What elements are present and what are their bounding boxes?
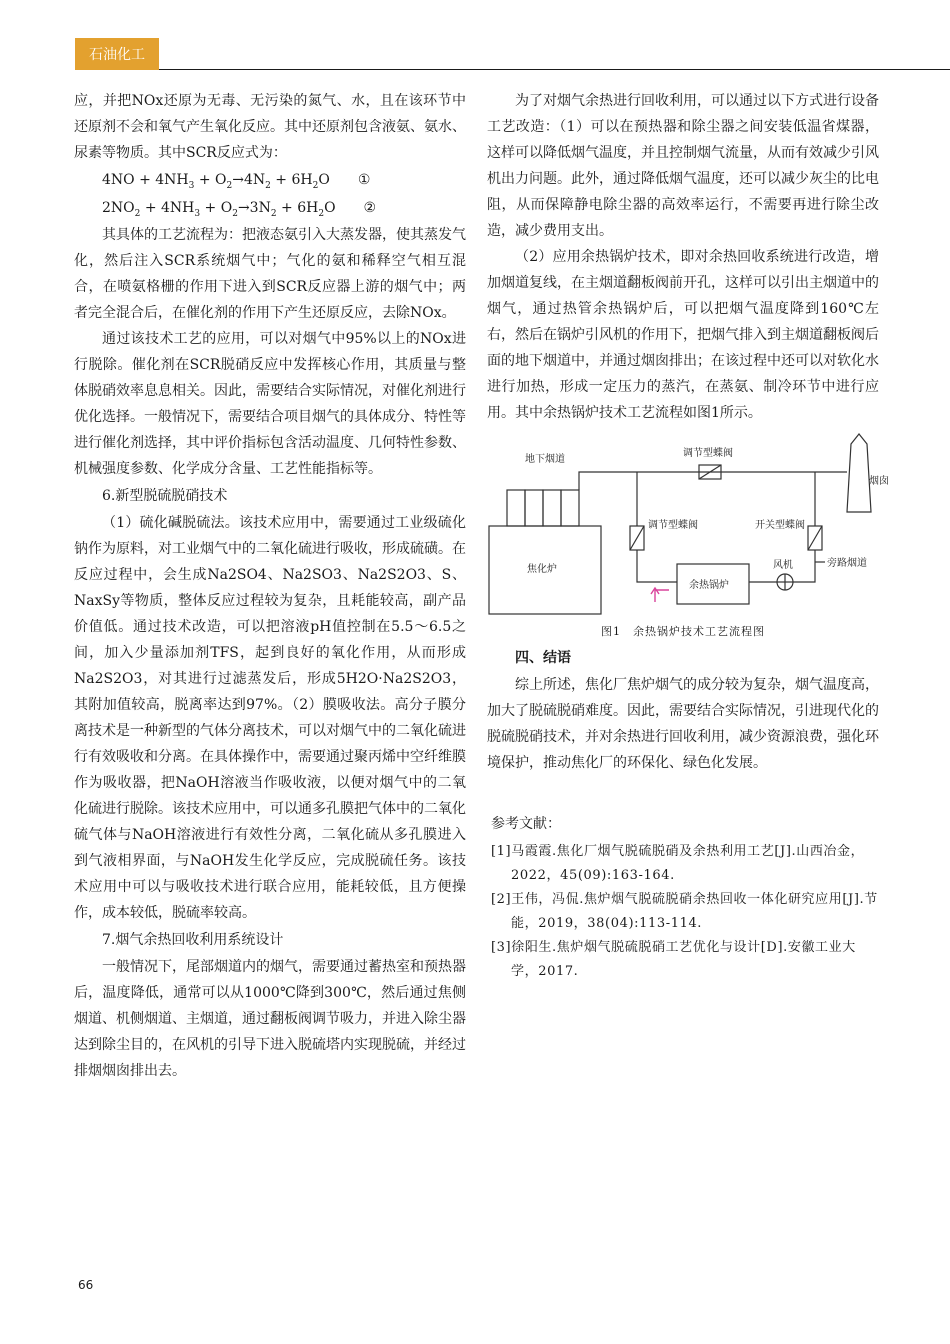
subsection-heading-6: 6.新型脱硫脱硝技术 [102, 488, 228, 504]
journal-tab: 石油化工 [75, 38, 159, 70]
label-chimney: 烟囱 [869, 476, 889, 487]
paragraph: 应，并把NOx还原为无毒、无污染的氮气、水，且在该环节中还原剂不会和氧气产生氧化反应。其中还原剂包含液氨、氨水、尿素等物质。其中SCR反应式为： [74, 93, 466, 161]
equation-1: $4NO + 4NH_3 + O_2\to 4N_2 + 6H_2O$ ① [102, 172, 371, 191]
page-number: 66 [78, 1278, 94, 1292]
paragraph: 通过该技术工艺的应用，可以对烟气中95%以上的NOx进行脱除。催化剂在SCR脱硝反应中发挥核心作用，其质量与整体脱硝效率息息相关。因此，需要结合实际情况，对催化剂进行优化选择。一般情况下，需要结合项目烟气的具体成分、特性等进行催化剂选择，其中评价指标包含活动温度、几何特性参数、机械强度参数、化学成分含量、工艺性能指标等。 [74, 331, 466, 477]
paragraph: 其具体的工艺流程为：把液态氨引入大蒸发器，使其蒸发气化，然后注入SCR系统烟气中；气化的氨和稀释空气相互混合，在喷氨格栅的作用下进入到SCR反应器上游的烟气中；两者完全混合后，在催化剂的作用下产生还原反应，去除NOx。 [74, 227, 466, 321]
main-flue-line [579, 472, 847, 490]
equation-2: $2NO_2 + 4NH_3 + O_2\to 3N_2 + 6H_2O$ ② [102, 200, 377, 219]
reference-item: [3]徐阳生.焦炉烟气脱硫脱硝工艺优化与设计[D].安徽工业大学，2017. [491, 940, 856, 979]
label-waste-heat-boiler: 余热锅炉 [689, 580, 729, 591]
flow-diagram [487, 432, 907, 624]
figure-caption: 图1 余热锅炉技术工艺流程图 [601, 625, 765, 638]
header-rule [159, 69, 950, 70]
paragraph: 一般情况下，尾部烟道内的烟气，需要通过蓄热室和预热器后，温度降低，通常可以从1000℃降到300℃，然后通过焦侧烟道、机侧烟道、主烟道，通过翻板阀调节吸力，并进入除尘器达到除尘目的，在风机的引导下进入脱硫塔内实现脱硫，并经过排烟烟囱排出去。 [74, 959, 466, 1079]
label-regulating-valve-top: 调节型蝶阀 [683, 448, 733, 459]
paragraph: 综上所述，焦化厂焦炉烟气的成分较为复杂，烟气温度高，加大了脱硫脱硝难度。因此，需要结合实际情况，引进现代化的脱硫脱硝技术，并对余热进行回收利用，减少资源浪费，强化环境保护，推动焦化厂的环保化、绿色化发展。 [487, 677, 879, 771]
process-flow-figure [487, 432, 907, 624]
label-coke-oven: 焦化炉 [527, 564, 557, 575]
reference-item: [1]马霞霞.焦化厂烟气脱硫脱硝及余热利用工艺[J].山西冶金，2022，45(09):163-164. [491, 844, 865, 883]
label-switch-valve: 开关型蝶阀 [755, 520, 805, 531]
reference-item: [2]王伟，冯侃.焦炉烟气脱硫脱硝余热回收一体化研究应用[J].节能，2019，38(04):113-114. [491, 892, 878, 931]
right-column [487, 88, 889, 984]
flue-stack [561, 490, 579, 526]
label-underground-flue: 地下烟道 [525, 454, 565, 465]
references-title: 参考文献： [491, 816, 561, 832]
subsection-heading-7: 7.烟气余热回收利用系统设计 [102, 932, 284, 948]
chimney-shape [847, 434, 871, 512]
flue-stack [507, 490, 525, 526]
paragraph: （1）硫化碱脱硫法。该技术应用中，需要通过工业级硫化钠作为原料，对工业烟气中的二氧化硫进行吸收，形成硫磺。在反应过程中，会生成Na2SO4、Na2SO3、Na2S2O3、S、NaxSy等物质，整体反应过程较为复杂，且耗能较高，副产品价值低。通过技术改造，可以把溶液pH值控制在5.5～6.5之间，加入少量添加剂TFS，起到良好的氧化作用，从而形成Na2S2O3，对其进行过滤蒸发后，形成5H2O·Na2S2O3，其附加值较高，脱离率达到97%。（2）膜吸收法。高分子膜分离技术是一种新型的气体分离技术，可以对烟气中的二氧化硫进行有效吸收和分离。在具体操作中，需要通过聚丙烯中空纤维膜作为吸收器，把NaOH溶液当作吸收液，以便对烟气中的二氧化硫进行脱除。该技术应用中，可以通多孔膜把气体中的二氧化硫气体与NaOH溶液进行有效性分离，二氧化硫从多孔膜进入到气液相界面，与NaOH发生化学反应，完成脱硫任务。该技术应用中可以与吸收技术进行联合应用，能耗较低，且方便操作，成本较低，脱硫率较高。 [74, 515, 466, 921]
paragraph: （2）应用余热锅炉技术，即对余热回收系统进行改造，增加烟道复线，在主烟道翻板阀前开孔，这样可以引出主烟道中的烟气，通过热管余热锅炉后，可以把烟气温度降到160℃左右，然后在锅炉引风机的作用下，把烟气排入到主烟道翻板阀后面的地下烟道中，并通过烟囱排出；在该过程中还可以对软化水进行加热，形成一定压力的蒸汽，在蒸氨、制冷环节中进行应用。其中余热锅炉技术工艺流程如图1所示。 [487, 249, 879, 421]
flue-stack [525, 490, 543, 526]
section-heading-conclusion: 四、结语 [515, 650, 571, 666]
paragraph: 为了对烟气余热进行回收利用，可以通过以下方式进行设备工艺改造：（1）可以在预热器和除尘器之间安装低温省煤器，这样可以降低烟气温度，并且控制烟气流量，从而有效减少引风机出力问题。此外，通过降低烟气温度，还可以减少灰尘的比电阻，从而保障静电除尘器的高效率运行，不需要再进行除尘改造，减少费用支出。 [487, 93, 879, 239]
label-regulating-valve-left: 调节型蝶阀 [648, 520, 698, 531]
flue-stack [543, 490, 561, 526]
label-bypass-flue: 旁路烟道 [827, 558, 867, 569]
label-fan: 风机 [773, 560, 793, 571]
left-column [74, 88, 466, 1084]
